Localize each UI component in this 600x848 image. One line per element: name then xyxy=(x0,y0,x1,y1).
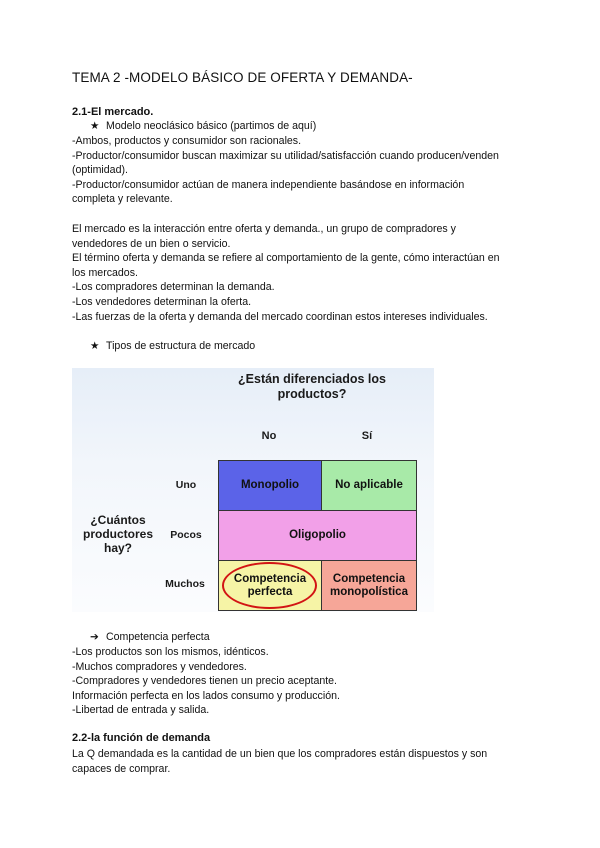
text-line: -Los productos son los mismos, idénticos. xyxy=(72,646,269,658)
question-left-line: hay? xyxy=(103,541,132,555)
text-line: -Ambos, productos y consumidor son racionales. xyxy=(72,135,302,147)
bullet-text: Tipos de estructura de mercado xyxy=(106,340,256,352)
cell-no-aplicable: No aplicable xyxy=(321,460,417,511)
paragraph-modelo xyxy=(72,134,522,207)
text-line: El término oferta y demanda se refiere al comportamiento de la gente, cómo interactúan en xyxy=(72,252,500,265)
bullet-item xyxy=(90,120,316,132)
text-line: capaces de comprar. xyxy=(72,762,171,775)
paragraph-mercado xyxy=(72,222,522,324)
question-top-line: productos? xyxy=(277,387,347,401)
market-structure-figure xyxy=(72,368,434,612)
text-line: -Los vendedores determinan la oferta. xyxy=(72,295,252,308)
cell-text-line: monopolística xyxy=(330,585,408,598)
question-left-line: productores xyxy=(82,527,153,541)
cell-text-line: perfecta xyxy=(247,585,293,598)
text-line: -Las fuerzas de la oferta y demanda del mercado coordinan estos intereses individuales. xyxy=(72,310,488,323)
star-icon: ★ xyxy=(90,340,100,352)
text-line: -Libertad de entrada y salida. xyxy=(72,704,210,717)
row-label-muchos: Muchos xyxy=(165,578,205,590)
arrow-item-text: Competencia perfecta xyxy=(106,631,210,643)
cell-text-line: Competencia xyxy=(332,572,406,585)
question-left-line: ¿Cuántos xyxy=(90,513,146,527)
cell-competencia-monopolistica xyxy=(321,560,417,611)
text-line: La Q demandada es la cantidad de un bien que los compradores están dispuestos y son xyxy=(72,748,488,760)
arrow-right-icon: ➔ xyxy=(90,631,99,643)
column-header-no: No xyxy=(261,430,277,442)
question-left xyxy=(78,513,158,555)
text-line: los mercados. xyxy=(72,266,138,279)
text-line: -Productor/consumidor actúan de manera independiente basándose en información xyxy=(72,178,465,191)
highlight-ellipse xyxy=(222,562,317,609)
text-line: vendedores de un bien o servicio. xyxy=(72,237,231,250)
text-line: -Muchos compradores y vendedores. xyxy=(72,660,247,673)
arrow-item xyxy=(90,631,210,643)
column-header-si: Sí xyxy=(361,430,373,442)
row-label-pocos: Pocos xyxy=(170,529,202,541)
paragraph-competencia xyxy=(72,645,522,718)
text-line: El mercado es la interacción entre oferta y demanda., un grupo de compradores y xyxy=(72,223,456,235)
text-line: Información perfecta en los lados consumo y producción. xyxy=(72,689,340,702)
cell-monopolio: Monopolio xyxy=(218,460,322,511)
paragraph-demanda xyxy=(72,747,522,776)
section-heading-demanda: 2.2-la función de demanda xyxy=(72,732,211,744)
bullet-item xyxy=(90,340,255,352)
bullet-text: Modelo neoclásico básico (partimos de aquí) xyxy=(106,120,317,132)
text-line: -Productor/consumidor buscan maximizar su utilidad/satisfacción cuando producen/venden xyxy=(72,149,499,162)
row-label-uno: Uno xyxy=(175,479,197,491)
section-heading-mercado: 2.1-El mercado. xyxy=(72,106,154,118)
page-title: TEMA 2 -MODELO BÁSICO DE OFERTA Y DEMANDA- xyxy=(72,70,413,85)
text-line: completa y relevante. xyxy=(72,193,173,206)
text-line: (optimidad). xyxy=(72,164,128,177)
cell-oligopolio: Oligopolio xyxy=(218,510,417,561)
star-icon: ★ xyxy=(90,120,100,132)
text-line: -Los compradores determinan la demanda. xyxy=(72,281,275,294)
question-top xyxy=(222,372,402,402)
question-top-line: ¿Están diferenciados los xyxy=(238,372,386,386)
text-line: -Compradores y vendedores tienen un precio aceptante. xyxy=(72,675,338,688)
cell-text-line: Competencia xyxy=(233,572,307,585)
